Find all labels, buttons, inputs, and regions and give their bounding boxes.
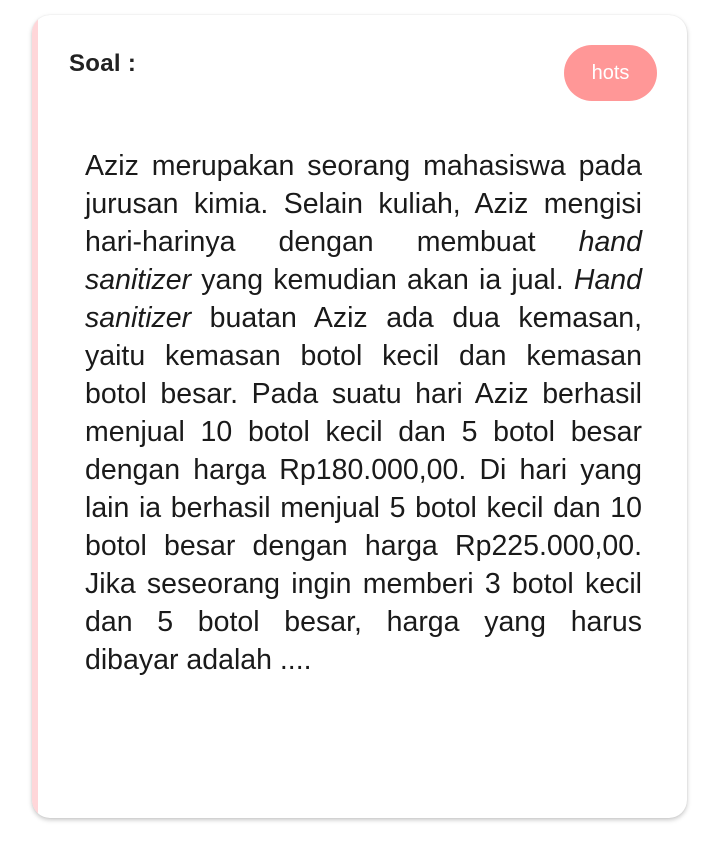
question-card <box>32 15 687 818</box>
difficulty-badge: hots <box>564 45 657 101</box>
card-accent-bar <box>32 15 38 818</box>
question-text-part: buatan Aziz ada dua kemasan, yaitu kemasan botol kecil dan kemasan botol besar. Pada suatu hari Aziz berhasil menjual 10 botol kecil dan 5 botol besar dengan harga Rp180.000,00. Di hari yang lain ia berhasil menjual 5 botol kecil dan 10 botol besar dengan harga Rp225.000,00. Jika seseorang ingin memberi 3 botol kecil dan 5 botol besar, harga yang harus dibayar adalah .... <box>85 302 642 676</box>
question-text-part: yang kemudian akan ia jual. <box>191 264 574 296</box>
question-label: Soal : <box>69 50 137 77</box>
question-text-italic: hand sanitizer <box>85 226 642 296</box>
question-text <box>85 147 642 679</box>
question-text-part: Aziz merupakan seorang mahasiswa pada jurusan kimia. Selain kuliah, Aziz mengisi hari-harinya dengan membuat <box>85 150 642 258</box>
question-text-italic: Hand sanitizer <box>85 264 642 334</box>
